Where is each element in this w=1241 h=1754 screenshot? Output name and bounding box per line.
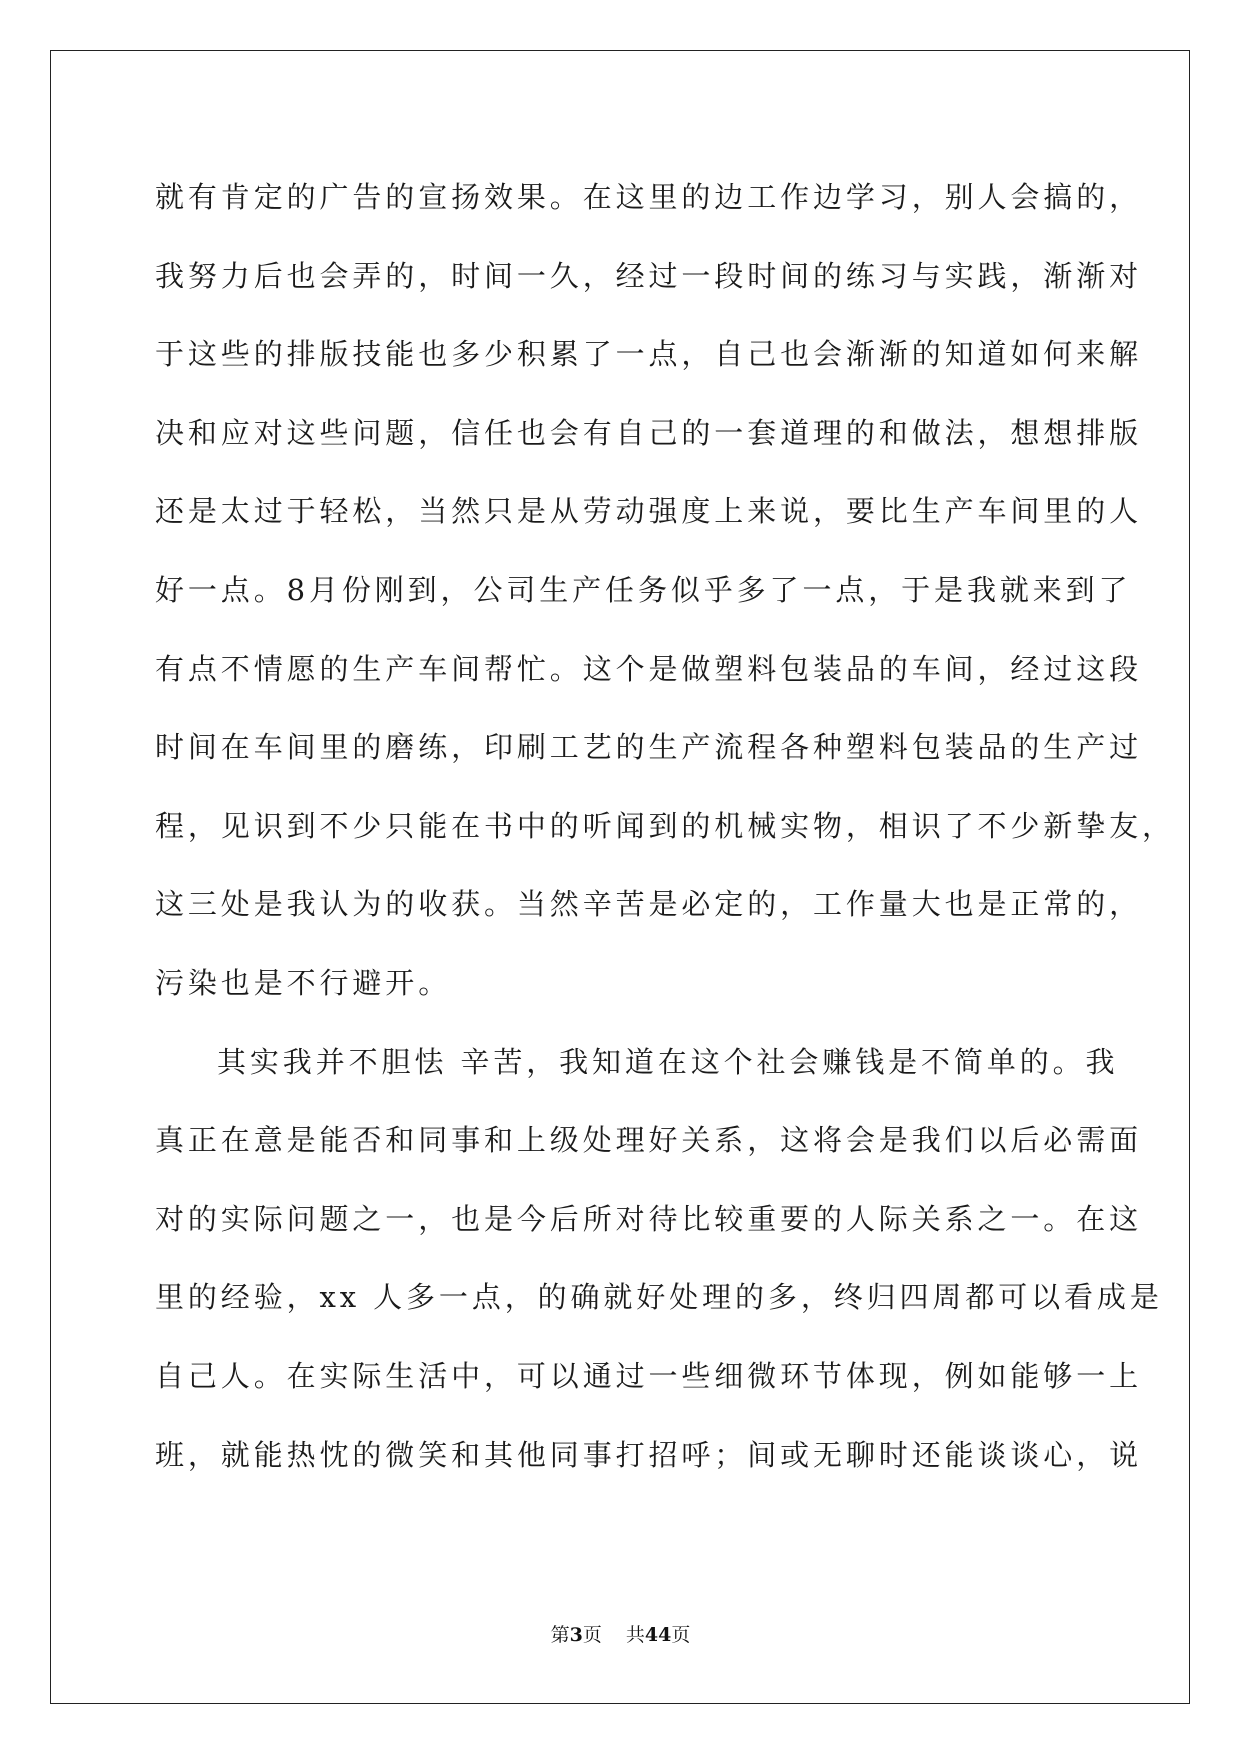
text-line: 班，就能热忱的微笑和其他同事打招呼；间或无聊时还能谈谈心，说: [155, 1437, 1143, 1472]
text-line: 我努力后也会弄的，时间一久，经过一段时间的练习与实践，渐渐对: [155, 258, 1143, 293]
text-line: 还是太过于轻松，当然只是从劳动强度上来说，要比生产车间里的人: [155, 494, 1143, 529]
page-suffix: 页: [582, 1624, 602, 1646]
text-line: 对的实际问题之一，也是今后所对待比较重要的人际关系之一。在这: [155, 1201, 1143, 1236]
text-line: 其实我并不胆怯 辛苦，我知道在这个社会赚钱是不简单的。我: [217, 1044, 1119, 1079]
text-line: 有点不情愿的生产车间帮忙。这个是做塑料包装品的车间，经过这段: [155, 651, 1143, 686]
text-line: 决和应对这些问题，信任也会有自己的一套道理的和做法，想想排版: [155, 415, 1143, 450]
text-line: 里的经验，xx 人多一点，的确就好处理的多，终归四周都可以看成是: [155, 1280, 1163, 1315]
text-line: 时间在车间里的磨练，印刷工艺的生产流程各种塑料包装品的生产过: [155, 730, 1143, 765]
text-line: 于这些的排版技能也多少积累了一点，自己也会渐渐的知道如何来解: [155, 337, 1143, 372]
text-line: 这三处是我认为的收获。当然辛苦是必定的，工作量大也是正常的，: [155, 887, 1143, 922]
text-line: 真正在意是能否和同事和上级处理好关系，这将会是我们以后必需面: [155, 1123, 1143, 1158]
document-body: [155, 172, 1175, 1508]
page-number: 3: [569, 1624, 583, 1646]
total-prefix: 共: [625, 1624, 645, 1646]
text-line: 就有肯定的广告的宣扬效果。在这里的边工作边学习，别人会搞的，: [155, 180, 1143, 214]
text-line: 污染也是不行避开。: [155, 965, 452, 1000]
text-line: 程，见识到不少只能在书中的听闻到的机械实物，相识了不少新挚友，: [155, 808, 1175, 843]
text-line: 好一点。8月份刚到，公司生产任务似乎多了一点，于是我就来到了: [155, 572, 1132, 607]
page-footer: [0, 1620, 1241, 1647]
total-suffix: 页: [671, 1624, 691, 1646]
text-line: 自己人。在实际生活中，可以通过一些细微环节体现，例如能够一上: [155, 1358, 1143, 1393]
page-prefix: 第: [550, 1624, 570, 1646]
total-pages: 44: [644, 1624, 672, 1646]
